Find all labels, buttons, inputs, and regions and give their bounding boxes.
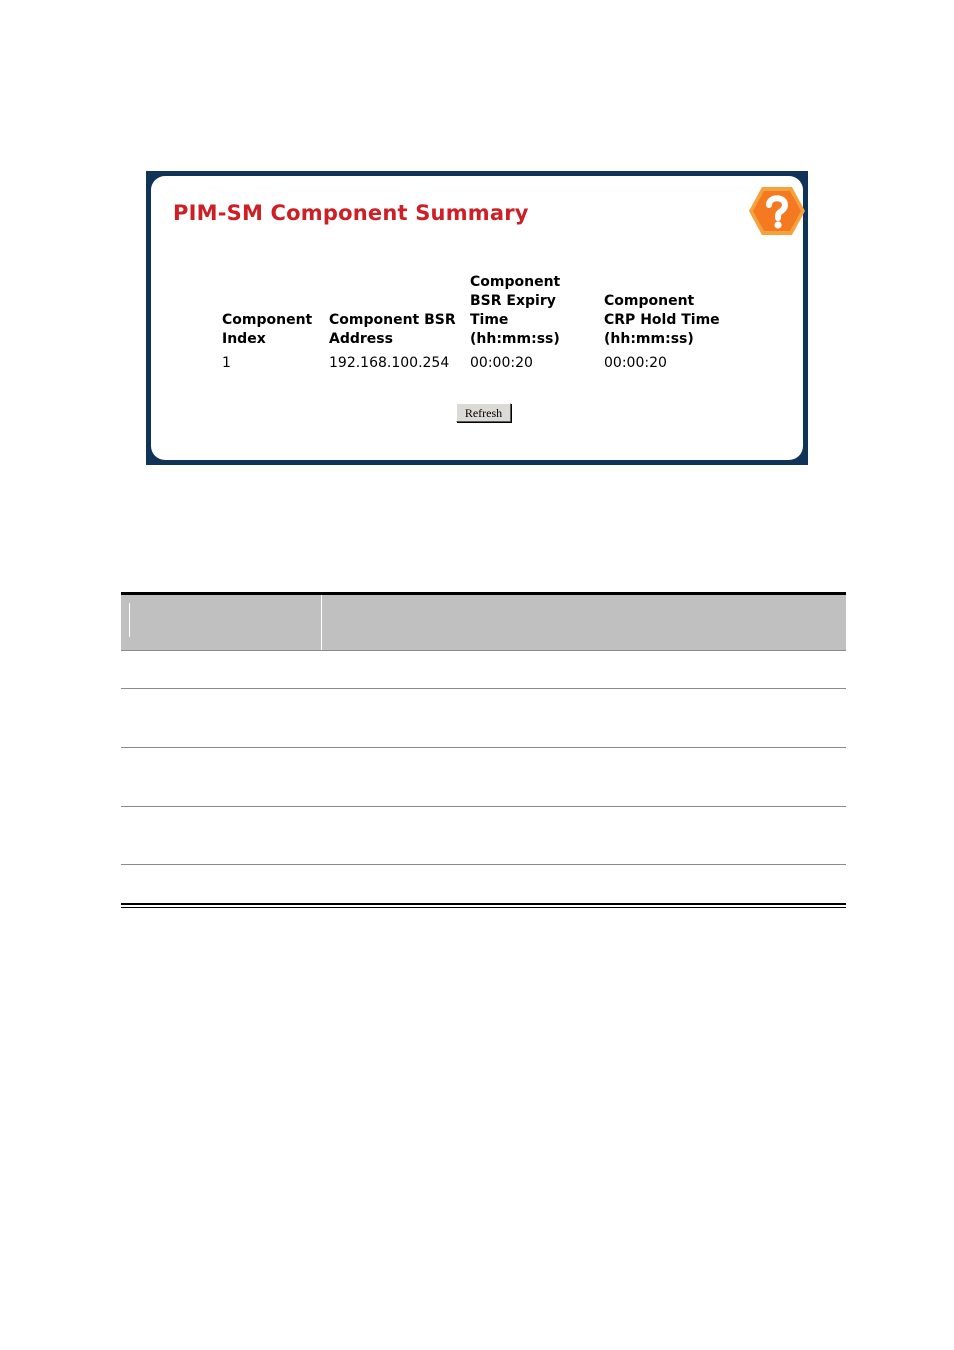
table-bottom-rule-inner: [121, 907, 846, 908]
pim-sm-summary-panel: [146, 171, 808, 465]
refresh-button[interactable]: Refresh: [456, 403, 511, 422]
table-row: [121, 688, 846, 689]
cell-bsr-address: 192.168.100.254: [329, 355, 450, 371]
table-row: [121, 650, 846, 651]
table-header-row: [121, 595, 846, 650]
table-row: [121, 864, 846, 865]
column-header-index: Component Index: [222, 312, 313, 347]
header-divider: [129, 603, 130, 637]
panel-content: [151, 176, 803, 460]
table-header-cell-description: [322, 595, 846, 650]
column-header-bsr-expiry: Component BSR Expiry Time (hh:mm:ss): [470, 274, 561, 347]
table-bottom-rule: [121, 903, 846, 905]
table-row: [121, 747, 846, 748]
question-mark-icon[interactable]: [747, 185, 807, 237]
table-header-cell-object: [121, 595, 322, 650]
cell-component-index: 1: [222, 355, 231, 371]
column-header-crp-hold: Component CRP Hold Time (hh:mm:ss): [604, 293, 720, 347]
page-title: PIM-SM Component Summary: [173, 201, 529, 225]
column-header-bsr-address: Component BSR Address: [329, 312, 456, 347]
cell-crp-hold: 00:00:20: [604, 355, 667, 371]
cell-bsr-expiry: 00:00:20: [470, 355, 533, 371]
table-row: [121, 806, 846, 807]
